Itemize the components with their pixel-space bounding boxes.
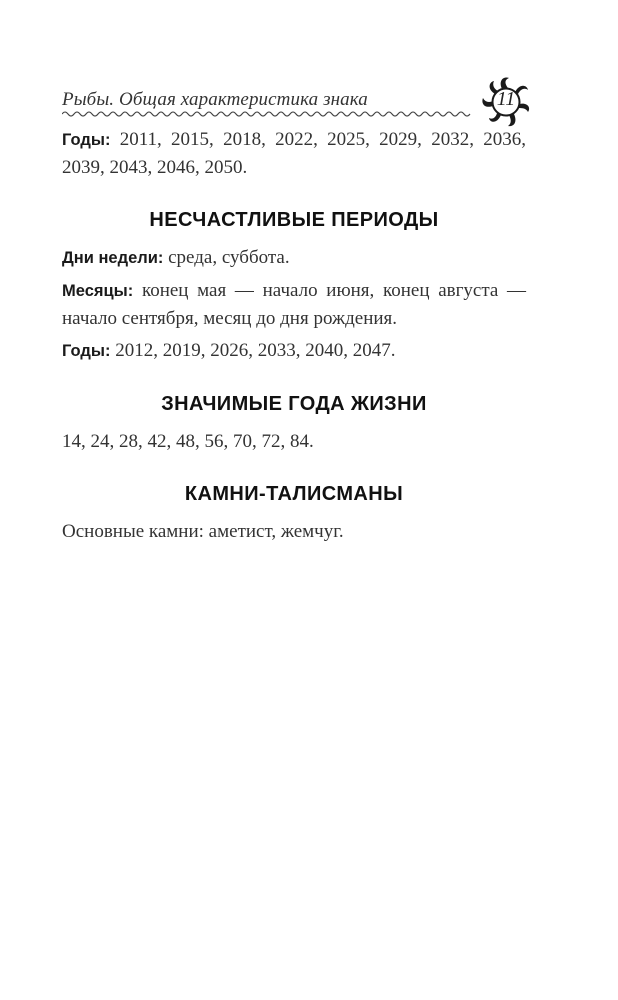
unlucky-years-text: 2012, 2019, 2026, 2033, 2040, 2047. xyxy=(110,340,396,361)
unlucky-months-text: конец мая — начало июня, конец августа — начало сентября, месяц до дня рождения. xyxy=(62,280,526,329)
unlucky-years-paragraph xyxy=(62,337,526,365)
unlucky-days-paragraph xyxy=(62,244,526,272)
page-content xyxy=(62,126,526,545)
lucky-years-label: Годы: xyxy=(62,131,111,149)
unlucky-days-text: среда, суббота. xyxy=(163,247,290,268)
unlucky-months-paragraph xyxy=(62,277,526,332)
unlucky-days-label: Дни недели: xyxy=(62,249,164,267)
lucky-years-text: 2011, 2015, 2018, 2022, 2025, 2029, 2032, 2036, 2039, 2043, 2046, 2050. xyxy=(62,129,526,178)
lucky-years-paragraph xyxy=(62,126,526,181)
unlucky-periods-heading: НЕСЧАСТЛИВЫЕ ПЕРИОДЫ xyxy=(149,209,439,231)
page-header xyxy=(62,76,534,128)
running-title: Рыбы. Общая характеристика знака xyxy=(62,89,368,110)
unlucky-months-label: Месяцы: xyxy=(62,282,134,300)
unlucky-years-label: Годы: xyxy=(62,342,111,360)
wavy-rule xyxy=(62,110,472,118)
significant-years-heading: ЗНАЧИМЫЕ ГОДА ЖИЗНИ xyxy=(161,393,427,415)
talisman-stones-heading: КАМНИ-ТАЛИСМАНЫ xyxy=(184,483,404,505)
talisman-stones-text: Основные камни: аметист, жемчуг. xyxy=(62,521,344,542)
page-number: 11 xyxy=(496,88,516,110)
significant-years-text: 14, 24, 28, 42, 48, 56, 70, 72, 84. xyxy=(62,431,314,452)
